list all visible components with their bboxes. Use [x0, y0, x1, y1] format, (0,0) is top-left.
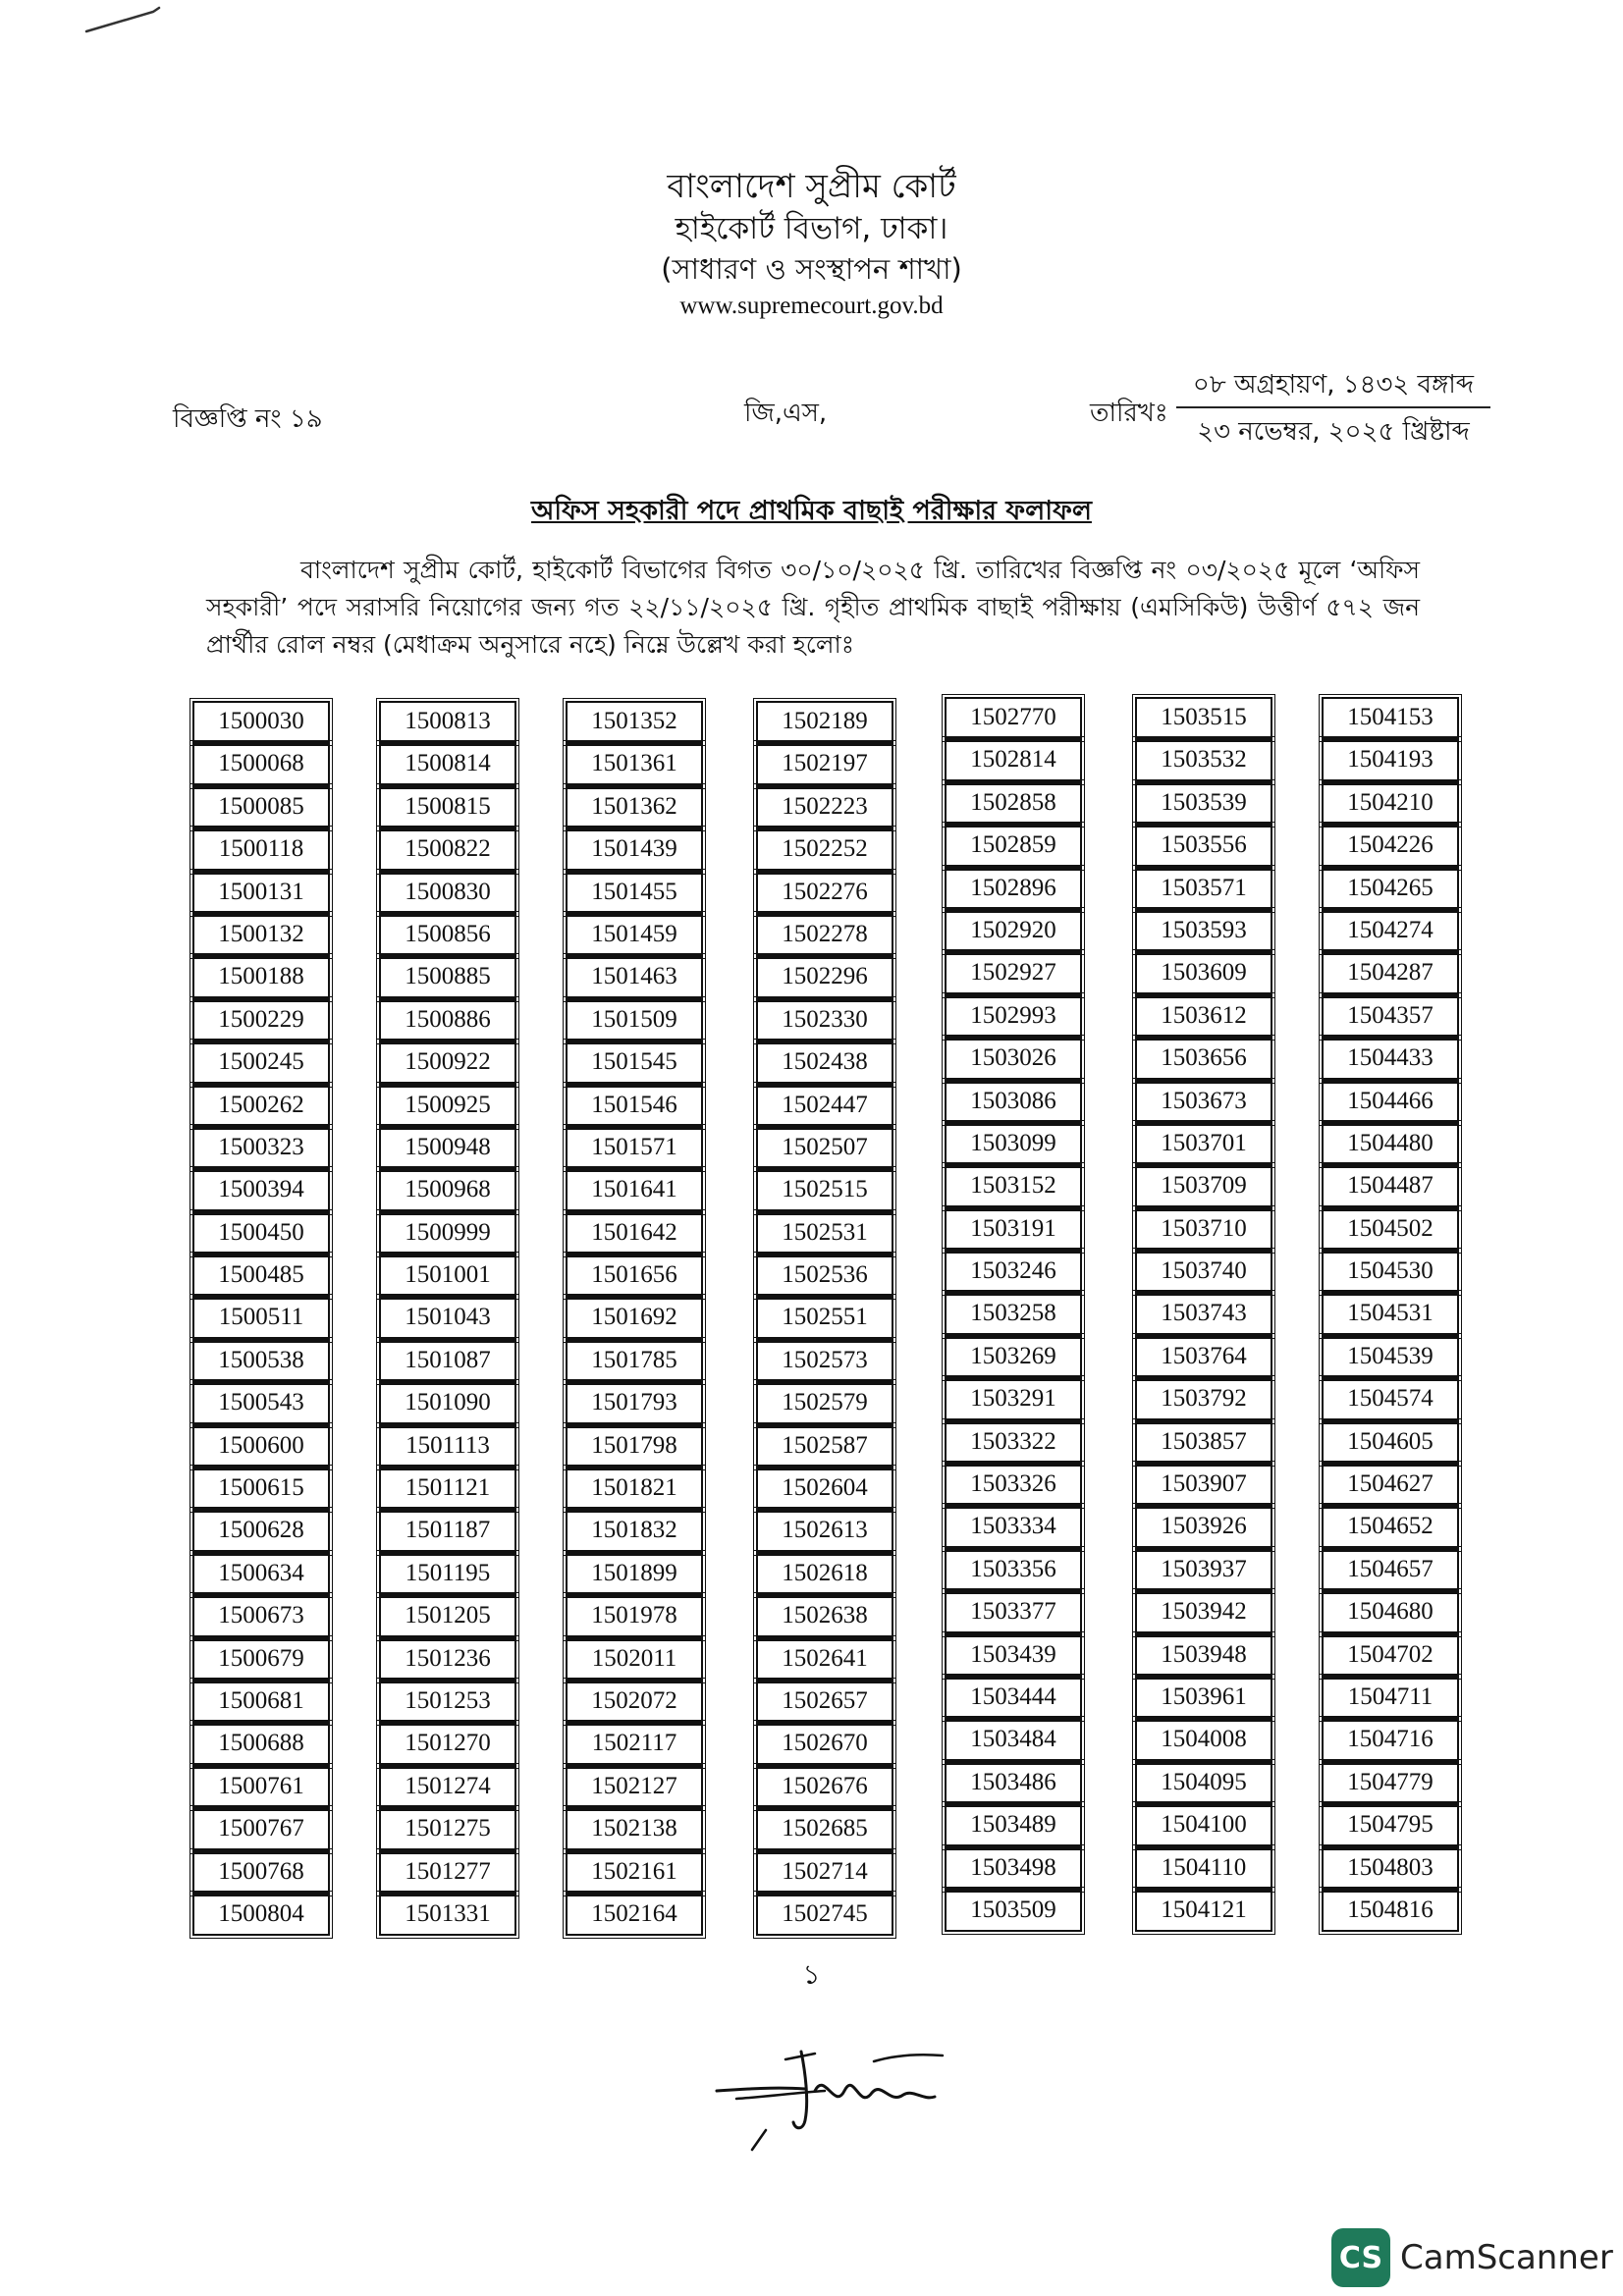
roll-number-cell: 1503926	[1135, 1506, 1272, 1548]
roll-number-cell: 1502896	[945, 868, 1082, 910]
roll-number-cell: 1500925	[379, 1085, 516, 1127]
roll-number-cell: 1501821	[566, 1468, 703, 1510]
roll-number-cell: 1500856	[379, 914, 516, 956]
roll-number-cell: 1503509	[945, 1890, 1082, 1932]
roll-number-cell: 1502447	[756, 1085, 893, 1127]
roll-number-cell: 1502161	[566, 1851, 703, 1894]
roll-number-cell: 1501978	[566, 1595, 703, 1637]
roll-number-cell: 1503356	[945, 1549, 1082, 1591]
roll-number-cell: 1503709	[1135, 1165, 1272, 1207]
roll-number-cell: 1504531	[1322, 1293, 1459, 1335]
roll-number-cell: 1500245	[192, 1041, 330, 1084]
roll-number-cell: 1500822	[379, 828, 516, 871]
roll-number-cell: 1502189	[756, 701, 893, 743]
roll-number-cell: 1502676	[756, 1766, 893, 1808]
roll-number-cell: 1503942	[1135, 1591, 1272, 1633]
roll-number-cell: 1504530	[1322, 1251, 1459, 1293]
roll-number-cell: 1502531	[756, 1212, 893, 1255]
roll-number-cell: 1504095	[1135, 1762, 1272, 1804]
reference-code: জি,এস,	[744, 399, 828, 428]
roll-number-cell: 1501361	[566, 743, 703, 785]
roll-number-cell: 1501362	[566, 786, 703, 828]
roll-number-cell: 1504193	[1322, 739, 1459, 781]
roll-number-cell: 1500885	[379, 956, 516, 998]
roll-number-cell: 1501195	[379, 1553, 516, 1595]
roll-number-cell: 1501463	[566, 956, 703, 998]
roll-number-cell: 1501270	[379, 1723, 516, 1765]
roll-number-cell: 1500634	[192, 1553, 330, 1595]
roll-number-cell: 1502197	[756, 743, 893, 785]
roll-number-cell: 1504779	[1322, 1762, 1459, 1804]
roll-column-7	[1322, 697, 1459, 1932]
roll-number-cell: 1504100	[1135, 1804, 1272, 1846]
roll-number-cell: 1504795	[1322, 1804, 1459, 1846]
roll-column-3	[566, 701, 703, 1936]
roll-number-cell: 1504803	[1322, 1847, 1459, 1890]
roll-number-cell: 1500538	[192, 1340, 330, 1382]
roll-number-cell: 1500886	[379, 999, 516, 1041]
roll-number-cell: 1501832	[566, 1510, 703, 1552]
roll-number-cell: 1503673	[1135, 1081, 1272, 1123]
roll-number-cell: 1502330	[756, 999, 893, 1041]
roll-number-cell: 1502127	[566, 1766, 703, 1808]
roll-number-cell: 1501087	[379, 1340, 516, 1382]
camscanner-watermark	[1331, 2226, 1613, 2289]
roll-number-cell: 1503593	[1135, 910, 1272, 952]
roll-number-cell: 1501545	[566, 1041, 703, 1084]
roll-number-cell: 1500673	[192, 1595, 330, 1637]
roll-number-cell: 1502296	[756, 956, 893, 998]
section-name: (সাধারণ ও সংস্থাপন শাখা)	[661, 252, 962, 286]
notice-number: বিজ্ঞপ্তি নং ১৯	[173, 404, 323, 434]
camscanner-text: CamScanner	[1400, 2238, 1613, 2277]
roll-number-cell: 1503291	[945, 1378, 1082, 1420]
roll-number-cell: 1501275	[379, 1808, 516, 1850]
roll-number-cell: 1504627	[1322, 1464, 1459, 1506]
roll-number-cell: 1503444	[945, 1677, 1082, 1719]
roll-number-cell: 1504480	[1322, 1123, 1459, 1165]
roll-number-cell: 1503743	[1135, 1293, 1272, 1335]
roll-number-cell: 1503498	[945, 1847, 1082, 1890]
roll-number-cell: 1500968	[379, 1169, 516, 1211]
roll-number-cell: 1500768	[192, 1851, 330, 1894]
date-english: ২৩ নভেম্বর, ২০২৫ খ্রিষ্টাব্দ	[1197, 417, 1470, 447]
roll-number-cell: 1501785	[566, 1340, 703, 1382]
roll-number-cell: 1503612	[1135, 995, 1272, 1038]
roll-number-cell: 1502164	[566, 1894, 703, 1936]
roll-number-cell: 1501331	[379, 1894, 516, 1936]
roll-column-2	[379, 701, 516, 1936]
roll-number-cell: 1502613	[756, 1510, 893, 1552]
roll-number-cell: 1500085	[192, 786, 330, 828]
roll-number-cell: 1501001	[379, 1255, 516, 1297]
roll-number-cell: 1500679	[192, 1638, 330, 1681]
roll-column-4	[756, 701, 893, 1936]
roll-number-grid	[192, 701, 1469, 1938]
roll-number-cell: 1503764	[1135, 1336, 1272, 1378]
roll-number-cell: 1503377	[945, 1591, 1082, 1633]
roll-number-cell: 1503907	[1135, 1464, 1272, 1506]
roll-number-cell: 1504287	[1322, 952, 1459, 994]
roll-number-cell: 1501121	[379, 1468, 516, 1510]
roll-number-cell: 1502657	[756, 1681, 893, 1723]
document-title-text: অফিস সহকারী পদে প্রাথমিক বাছাই পরীক্ষার ফলাফল	[531, 496, 1092, 526]
roll-number-cell: 1501439	[566, 828, 703, 871]
roll-number-cell: 1500815	[379, 786, 516, 828]
roll-number-cell: 1502138	[566, 1808, 703, 1850]
roll-number-cell: 1500688	[192, 1723, 330, 1765]
roll-number-cell: 1500229	[192, 999, 330, 1041]
roll-number-cell: 1502276	[756, 872, 893, 914]
roll-number-cell: 1502920	[945, 910, 1082, 952]
roll-number-cell: 1504433	[1322, 1038, 1459, 1080]
roll-number-cell: 1500068	[192, 743, 330, 785]
roll-number-cell: 1500948	[379, 1127, 516, 1169]
roll-number-cell: 1501352	[566, 701, 703, 743]
date-label: তারিখঃ	[1090, 399, 1168, 428]
roll-number-cell: 1500999	[379, 1212, 516, 1255]
roll-number-cell: 1504008	[1135, 1719, 1272, 1761]
roll-number-cell: 1503571	[1135, 868, 1272, 910]
roll-number-cell: 1503539	[1135, 782, 1272, 825]
roll-number-cell: 1500394	[192, 1169, 330, 1211]
roll-number-cell: 1502814	[945, 739, 1082, 781]
roll-number-cell: 1501043	[379, 1297, 516, 1339]
roll-number-cell: 1500615	[192, 1468, 330, 1510]
roll-number-cell: 1503515	[1135, 697, 1272, 739]
roll-number-cell: 1502770	[945, 697, 1082, 739]
roll-number-cell: 1502551	[756, 1297, 893, 1339]
roll-number-cell: 1502670	[756, 1723, 893, 1765]
roll-number-cell: 1500118	[192, 828, 330, 871]
roll-number-cell: 1503334	[945, 1506, 1082, 1548]
court-name: বাংলাদেশ সুপ্রীম কোর্ট	[667, 167, 956, 206]
roll-number-cell: 1503258	[945, 1293, 1082, 1335]
roll-number-cell: 1504657	[1322, 1549, 1459, 1591]
roll-number-cell: 1501274	[379, 1766, 516, 1808]
roll-number-cell: 1500804	[192, 1894, 330, 1936]
roll-number-cell: 1503152	[945, 1165, 1082, 1207]
roll-number-cell: 1502252	[756, 828, 893, 871]
roll-number-cell: 1503086	[945, 1081, 1082, 1123]
roll-number-cell: 1502618	[756, 1553, 893, 1595]
roll-number-cell: 1501641	[566, 1169, 703, 1211]
roll-number-cell: 1502858	[945, 782, 1082, 825]
roll-number-cell: 1502587	[756, 1425, 893, 1468]
roll-number-cell: 1502927	[945, 952, 1082, 994]
roll-number-cell: 1503701	[1135, 1123, 1272, 1165]
roll-number-cell: 1502223	[756, 786, 893, 828]
roll-number-cell: 1500543	[192, 1382, 330, 1424]
roll-number-cell: 1502438	[756, 1041, 893, 1084]
roll-number-cell: 1501656	[566, 1255, 703, 1297]
roll-number-cell: 1501187	[379, 1510, 516, 1552]
roll-number-cell: 1502573	[756, 1340, 893, 1382]
roll-number-cell: 1502714	[756, 1851, 893, 1894]
roll-number-cell: 1501571	[566, 1127, 703, 1169]
roll-number-cell: 1500600	[192, 1425, 330, 1468]
roll-number-cell: 1504539	[1322, 1336, 1459, 1378]
roll-number-cell: 1504502	[1322, 1208, 1459, 1251]
roll-number-cell: 1501277	[379, 1851, 516, 1894]
roll-number-cell: 1503857	[1135, 1421, 1272, 1464]
roll-number-cell: 1504487	[1322, 1165, 1459, 1207]
roll-number-cell: 1504210	[1322, 782, 1459, 825]
website-url: www.supremecourt.gov.bd	[679, 293, 944, 319]
roll-number-cell: 1504680	[1322, 1591, 1459, 1633]
roll-number-cell: 1501205	[379, 1595, 516, 1637]
roll-number-cell: 1502507	[756, 1127, 893, 1169]
roll-number-cell: 1503489	[945, 1804, 1082, 1846]
roll-number-cell: 1502859	[945, 825, 1082, 867]
roll-number-cell: 1503532	[1135, 739, 1272, 781]
roll-number-cell: 1500323	[192, 1127, 330, 1169]
roll-number-cell: 1500131	[192, 872, 330, 914]
roll-number-cell: 1500761	[192, 1766, 330, 1808]
roll-number-cell: 1502072	[566, 1681, 703, 1723]
roll-number-cell: 1500450	[192, 1212, 330, 1255]
roll-column-6	[1135, 697, 1272, 1932]
roll-number-cell: 1501798	[566, 1425, 703, 1468]
roll-number-cell: 1503948	[1135, 1634, 1272, 1677]
roll-number-cell: 1504121	[1135, 1890, 1272, 1932]
roll-number-cell: 1503026	[945, 1038, 1082, 1080]
roll-number-cell: 1501546	[566, 1085, 703, 1127]
roll-number-cell: 1503937	[1135, 1549, 1272, 1591]
signature	[707, 2032, 962, 2160]
roll-number-cell: 1502515	[756, 1169, 893, 1211]
roll-number-cell: 1502011	[566, 1638, 703, 1681]
roll-number-cell: 1500485	[192, 1255, 330, 1297]
roll-number-cell: 1503792	[1135, 1378, 1272, 1420]
roll-number-cell: 1500681	[192, 1681, 330, 1723]
roll-number-cell: 1500628	[192, 1510, 330, 1552]
roll-number-cell: 1503486	[945, 1762, 1082, 1804]
corner-pen-mark	[84, 6, 163, 35]
roll-number-cell: 1503556	[1135, 825, 1272, 867]
roll-number-cell: 1502278	[756, 914, 893, 956]
document-header	[0, 165, 1623, 324]
roll-number-cell: 1503269	[945, 1336, 1082, 1378]
roll-number-cell: 1504265	[1322, 868, 1459, 910]
roll-number-cell: 1500188	[192, 956, 330, 998]
roll-number-cell: 1500813	[379, 701, 516, 743]
roll-number-cell: 1501459	[566, 914, 703, 956]
roll-number-cell: 1502536	[756, 1255, 893, 1297]
roll-number-cell: 1503246	[945, 1251, 1082, 1293]
division-name: হাইকোর্ট বিভাগ, ঢাকা।	[675, 211, 948, 246]
roll-number-cell: 1501509	[566, 999, 703, 1041]
roll-number-cell: 1504716	[1322, 1719, 1459, 1761]
roll-number-cell: 1504711	[1322, 1677, 1459, 1719]
roll-number-cell: 1500830	[379, 872, 516, 914]
roll-number-cell: 1504702	[1322, 1634, 1459, 1677]
page-number: ১	[802, 1958, 821, 1991]
roll-number-cell: 1501090	[379, 1382, 516, 1424]
notice-body: বাংলাদেশ সুপ্রীম কোর্ট, হাইকোর্ট বিভাগের বিগত ৩০/১০/২০২৫ খ্রি. তারিখের বিজ্ঞপ্তি নং ০৩/২০২৫ মূলে ‘অফিস সহকারী’ পদে সরাসরি নিয়োগের জন্য গত ২২/১১/২০২৫ খ্রি. গৃহীত প্রাথমিক বাছাই পরীক্ষায় (এমসিকিউ) উত্তীর্ণ ৫৭২ জন প্রার্থীর রোল নম্বর (মেধাক্রম অনুসারে নহে) নিম্নে উল্লেখ করা হলোঃ	[206, 556, 1420, 659]
roll-number-cell: 1503961	[1135, 1677, 1272, 1719]
document-title	[0, 491, 1623, 535]
roll-number-cell: 1504605	[1322, 1421, 1459, 1464]
roll-number-cell: 1502604	[756, 1468, 893, 1510]
roll-number-cell: 1502117	[566, 1723, 703, 1765]
roll-column-1	[192, 701, 330, 1936]
roll-number-cell: 1501455	[566, 872, 703, 914]
roll-number-cell: 1503099	[945, 1123, 1082, 1165]
roll-number-cell: 1503710	[1135, 1208, 1272, 1251]
roll-number-cell: 1503326	[945, 1464, 1082, 1506]
roll-number-cell: 1503191	[945, 1208, 1082, 1251]
roll-number-cell: 1503740	[1135, 1251, 1272, 1293]
roll-number-cell: 1503484	[945, 1719, 1082, 1761]
roll-number-cell: 1503609	[1135, 952, 1272, 994]
roll-number-cell: 1500262	[192, 1085, 330, 1127]
date-bangla: ০৮ অগ্রহায়ণ, ১৪৩২ বঙ্গাব্দ	[1176, 365, 1490, 408]
camscanner-logo-icon: CS	[1331, 2228, 1390, 2287]
roll-number-cell: 1500030	[192, 701, 330, 743]
roll-number-cell: 1501793	[566, 1382, 703, 1424]
roll-number-cell: 1500814	[379, 743, 516, 785]
roll-number-cell: 1504466	[1322, 1081, 1459, 1123]
roll-number-cell: 1502638	[756, 1595, 893, 1637]
roll-number-cell: 1501899	[566, 1553, 703, 1595]
roll-number-cell: 1501253	[379, 1681, 516, 1723]
roll-number-cell: 1504153	[1322, 697, 1459, 739]
roll-number-cell: 1504357	[1322, 995, 1459, 1038]
roll-number-cell: 1500132	[192, 914, 330, 956]
roll-number-cell: 1500767	[192, 1808, 330, 1850]
roll-number-cell: 1502579	[756, 1382, 893, 1424]
roll-number-cell: 1502745	[756, 1894, 893, 1936]
roll-number-cell: 1504226	[1322, 825, 1459, 867]
roll-number-cell: 1502641	[756, 1638, 893, 1681]
roll-number-cell: 1500922	[379, 1041, 516, 1084]
roll-number-cell: 1501236	[379, 1638, 516, 1681]
roll-number-cell: 1503322	[945, 1421, 1082, 1464]
roll-column-5	[945, 697, 1082, 1932]
roll-number-cell: 1501113	[379, 1425, 516, 1468]
roll-number-cell: 1504274	[1322, 910, 1459, 952]
roll-number-cell: 1502993	[945, 995, 1082, 1038]
roll-number-cell: 1503439	[945, 1634, 1082, 1677]
roll-number-cell: 1503656	[1135, 1038, 1272, 1080]
roll-number-cell: 1501642	[566, 1212, 703, 1255]
date-block	[1176, 365, 1490, 452]
roll-number-cell: 1504816	[1322, 1890, 1459, 1932]
roll-number-cell: 1504574	[1322, 1378, 1459, 1420]
roll-number-cell: 1501692	[566, 1297, 703, 1339]
roll-number-cell: 1500511	[192, 1297, 330, 1339]
roll-number-cell: 1504652	[1322, 1506, 1459, 1548]
roll-number-cell: 1504110	[1135, 1847, 1272, 1890]
roll-number-cell: 1502685	[756, 1808, 893, 1850]
